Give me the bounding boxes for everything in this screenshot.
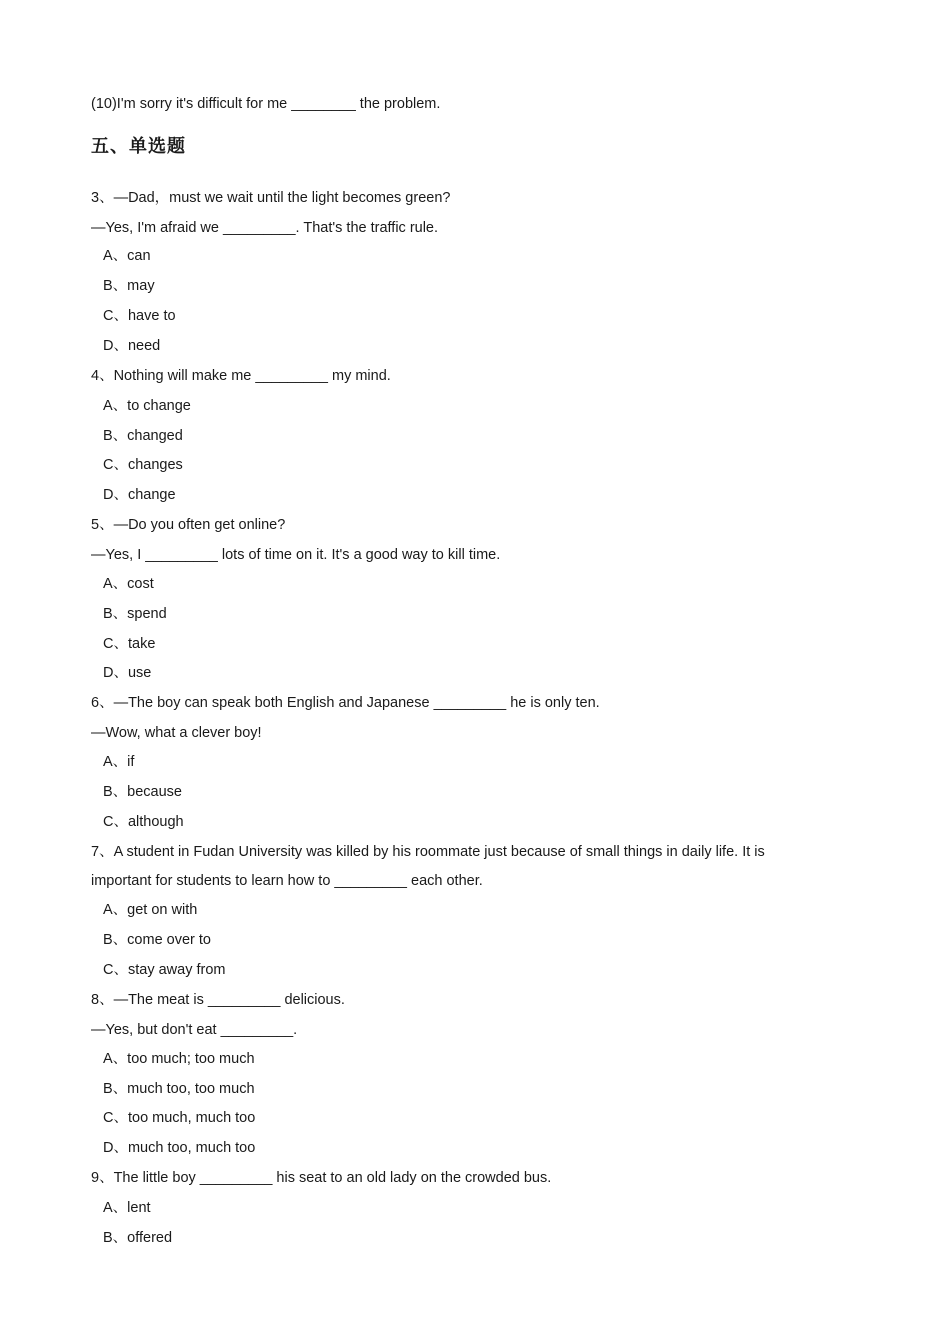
option-a[interactable]: A、get on with bbox=[103, 902, 198, 918]
question-text: 7、A student in Fudan University was killed by his roommate just because of small things in daily life. It is bbox=[91, 844, 765, 860]
option-c[interactable]: C、changes bbox=[103, 457, 183, 473]
option-b[interactable]: B、much too, too much bbox=[103, 1081, 255, 1097]
option-d[interactable]: D、much too, much too bbox=[103, 1140, 256, 1156]
option-d[interactable]: D、need bbox=[103, 338, 161, 354]
question-text: 9、The little boy _________ his seat to an old lady on the crowded bus. bbox=[91, 1170, 552, 1186]
option-a[interactable]: A、if bbox=[103, 754, 135, 770]
option-a[interactable]: A、to change bbox=[103, 398, 191, 414]
option-b[interactable]: B、may bbox=[103, 278, 155, 294]
question-text: 8、—The meat is _________ delicious. bbox=[91, 992, 345, 1008]
option-c[interactable]: C、take bbox=[103, 636, 156, 652]
option-c[interactable]: C、have to bbox=[103, 308, 176, 324]
option-b[interactable]: B、because bbox=[103, 784, 182, 800]
option-a[interactable]: A、lent bbox=[103, 1200, 151, 1216]
option-b[interactable]: B、offered bbox=[103, 1230, 173, 1246]
question-text: —Yes, but don't eat _________. bbox=[91, 1022, 298, 1038]
option-b[interactable]: B、come over to bbox=[103, 932, 211, 948]
option-c[interactable]: C、although bbox=[103, 814, 184, 830]
question-text: 5、—Do you often get online? bbox=[91, 517, 286, 533]
option-a[interactable]: A、too much; too much bbox=[103, 1051, 255, 1067]
option-b[interactable]: B、spend bbox=[103, 606, 167, 622]
question-text: 6、—The boy can speak both English and Japanese _________ he is only ten. bbox=[91, 695, 600, 711]
option-a[interactable]: A、cost bbox=[103, 576, 154, 592]
question-text: important for students to learn how to _________ each other. bbox=[91, 873, 483, 889]
question-text: 3、—Dad，must we wait until the light becomes green? bbox=[91, 190, 451, 206]
question-text: —Wow, what a clever boy! bbox=[91, 725, 262, 741]
option-a[interactable]: A、can bbox=[103, 248, 151, 264]
option-c[interactable]: C、too much, much too bbox=[103, 1110, 256, 1126]
option-d[interactable]: D、change bbox=[103, 487, 176, 503]
question-text: 4、Nothing will make me _________ my mind. bbox=[91, 368, 391, 384]
option-d[interactable]: D、use bbox=[103, 665, 152, 681]
section-heading: 五、单选题 bbox=[91, 136, 186, 157]
option-b[interactable]: B、changed bbox=[103, 428, 183, 444]
question-text: —Yes, I _________ lots of time on it. It's a good way to kill time. bbox=[91, 547, 501, 563]
fill-in-item-10: (10)I'm sorry it's difficult for me ________ the problem. bbox=[91, 96, 441, 112]
option-c[interactable]: C、stay away from bbox=[103, 962, 226, 978]
question-text: —Yes, I'm afraid we _________. That's the traffic rule. bbox=[91, 220, 439, 236]
